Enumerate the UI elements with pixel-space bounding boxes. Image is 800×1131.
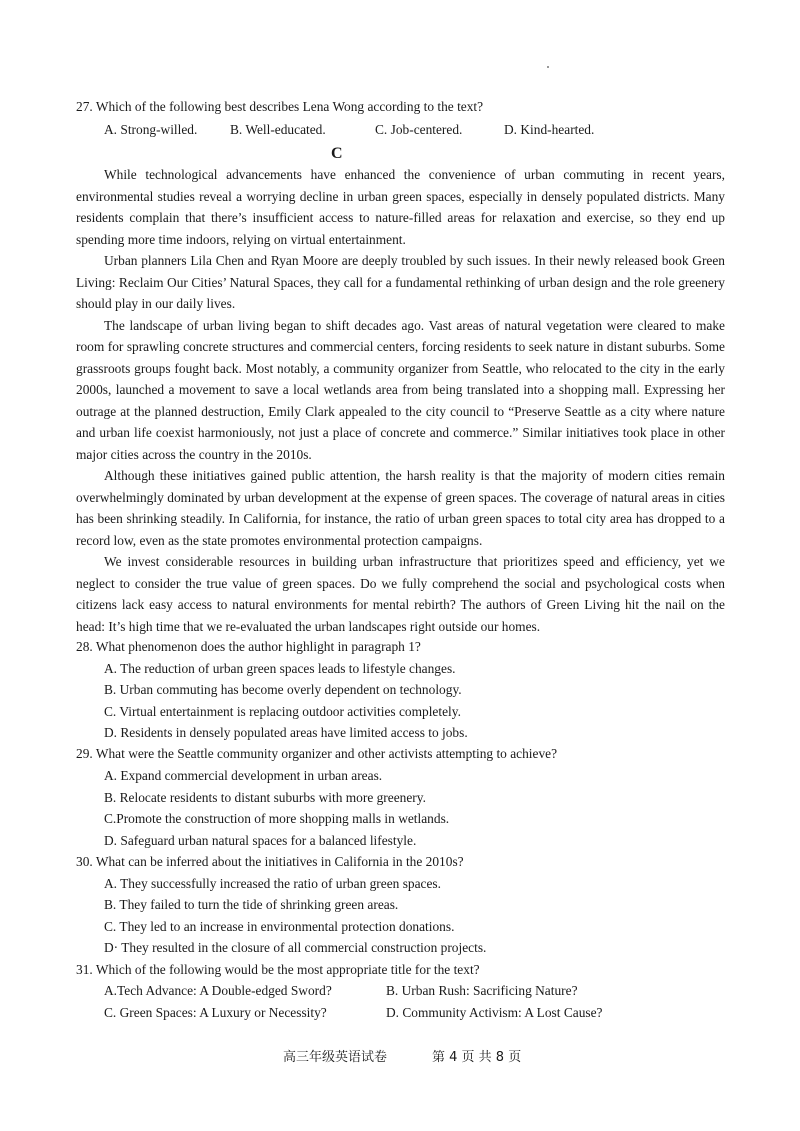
- passage-paragraph-1: While technological advancements have enhanced the convenience of urban commuting in recent years, environmental studies reveal a worrying decline in urban green spaces, especially in densely populated districts. Many residents complain that there’s insufficient access to nature-filled areas for relaxation and exercise, so they end up spending more time indoors, relying on virtual entertainment.: [76, 167, 725, 247]
- q28-option-b: B. Urban commuting has become overly dependent on technology.: [104, 682, 462, 697]
- q29-option-b: B. Relocate residents to distant suburbs with more greenery.: [104, 790, 426, 805]
- q27-option-c: C. Job-centered.: [375, 122, 463, 137]
- q28-stem: 28. What phenomenon does the author highlight in paragraph 1?: [76, 639, 421, 654]
- q29-option-a: A. Expand commercial development in urban areas.: [104, 768, 383, 783]
- q28-option-d: D. Residents in densely populated areas have limited access to jobs.: [104, 725, 468, 740]
- passage-paragraph-3: The landscape of urban living began to shift decades ago. Vast areas of natural vegetation were cleared to make room for sprawling concrete structures and commercial centers, forcing residents to seek nature in distant suburbs. Some grassroots groups fought back. Most notably, a community organizer from Seattle, who relocated to the city in the early 2000s, launched a movement to save a local wetlands area from being translated into a shopping mall. Expressing her outrage at the planned destruction, Emily Clark appealed to the city council to “Preserve Seattle as a city where nature and urban life coexist harmoniously, not just a place of concrete and commerce.” Similar initiatives took place in other major cities across the country in the 2010s.: [76, 317, 725, 462]
- q27-option-a: A. Strong-willed.: [104, 122, 198, 137]
- q27-stem: 27. Which of the following best describes Lena Wong according to the text?: [76, 99, 484, 114]
- q30-option-a: A. They successfully increased the ratio of urban green spaces.: [104, 876, 441, 891]
- q29-option-c: C.Promote the construction of more shopping malls in wetlands.: [104, 811, 450, 826]
- q29-option-d: D. Safeguard urban natural spaces for a balanced lifestyle.: [104, 833, 417, 848]
- q30-stem: 30. What can be inferred about the initiatives in California in the 2010s?: [76, 854, 464, 869]
- passage-paragraph-4: Although these initiatives gained public attention, the harsh reality is that the majority of modern cities remain overwhelmingly dominated by urban development at the expense of green spaces. The coverage of natural areas in cities has been shrinking steadily. In California, for instance, the ratio of urban green spaces to total city area has dropped to a record low, even as the state promotes environmental protection campaigns.: [76, 468, 725, 548]
- q30-option-b: B. They failed to turn the tide of shrinking green areas.: [104, 897, 399, 912]
- footer-exam-title: 高三年级英语试卷: [283, 1050, 388, 1065]
- q31-option-d: D. Community Activism: A Lost Cause?: [386, 1005, 603, 1020]
- footer-page-number: 第 4 页 共 8 页: [432, 1050, 522, 1065]
- q31-option-b: B. Urban Rush: Sacrificing Nature?: [386, 983, 578, 998]
- passage-paragraph-5: We invest considerable resources in building urban infrastructure that prioritizes speed and efficiency, yet we neglect to consider the true value of green spaces. Do we fully comprehend the social and psychological costs when citizens lack easy access to natural environments for mental rebirth? The authors of Green Living hit the nail on the head: It’s high time that we re-evaluated the urban landscapes right outside our homes.: [76, 554, 725, 634]
- q30-option-c: C. They led to an increase in environmental protection donations.: [104, 919, 455, 934]
- q31-stem: 31. Which of the following would be the most appropriate title for the text?: [76, 962, 480, 977]
- q31-option-c: C. Green Spaces: A Luxury or Necessity?: [104, 1005, 327, 1020]
- q28-option-c: C. Virtual entertainment is replacing outdoor activities completely.: [104, 704, 461, 719]
- scan-speck: [547, 66, 549, 68]
- q29-stem: 29. What were the Seattle community organizer and other activists attempting to achieve?: [76, 746, 558, 761]
- reading-passage: [76, 164, 725, 637]
- section-letter: C: [331, 145, 343, 162]
- q28-option-a: A. The reduction of urban green spaces leads to lifestyle changes.: [104, 661, 456, 676]
- q31-option-a: A.Tech Advance: A Double-edged Sword?: [104, 983, 332, 998]
- q27-option-d: D. Kind-hearted.: [504, 122, 595, 137]
- q27-option-b: B. Well-educated.: [230, 122, 326, 137]
- q30-option-d: D· They resulted in the closure of all commercial construction projects.: [104, 940, 487, 955]
- passage-paragraph-2: Urban planners Lila Chen and Ryan Moore are deeply troubled by such issues. In their newly released book Green Living: Reclaim Our Cities’ Natural Spaces, they call for a fundamental rethinking of urban design and the role greenery should play in our daily lives.: [76, 253, 725, 311]
